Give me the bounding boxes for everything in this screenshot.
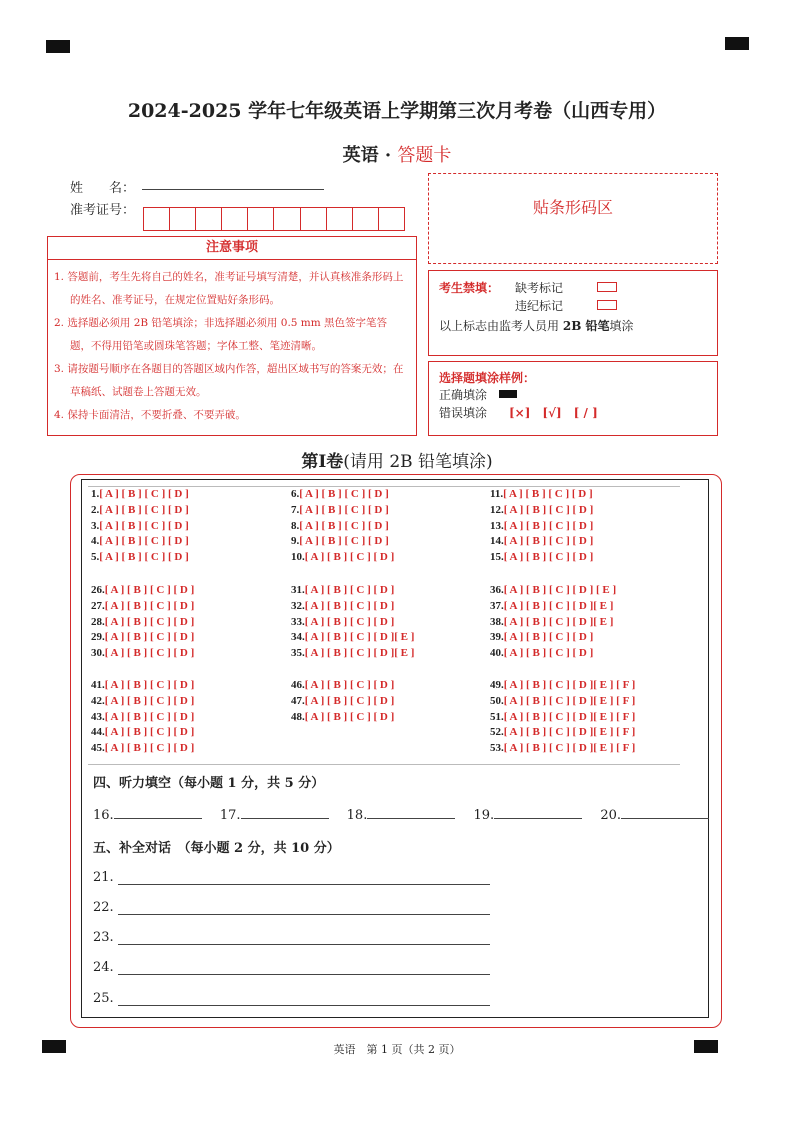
question-number: 28. [91, 615, 105, 628]
answer-blank[interactable] [367, 806, 455, 819]
mc-column [490, 487, 593, 566]
answer-blank[interactable] [241, 806, 329, 819]
mc-question[interactable] [291, 678, 394, 694]
mc-question[interactable] [91, 487, 189, 503]
question-number: 48. [291, 710, 305, 723]
sample-heading: 选择题填涂样例： [439, 371, 536, 385]
question-number: 39. [490, 631, 504, 644]
question-number: 33. [291, 615, 305, 628]
question-number: 38. [490, 615, 504, 628]
mc-question[interactable] [490, 519, 593, 535]
question-number: 3. [91, 519, 100, 532]
mc-column [490, 678, 635, 757]
mc-question[interactable] [291, 550, 394, 566]
question-number: 10. [291, 551, 305, 564]
question-number: 26. [91, 584, 105, 596]
mc-question[interactable] [490, 725, 635, 741]
notice-panel [47, 236, 417, 436]
answer-options[interactable]: [ A ] [ B ] [ C ] [ D ] [104, 599, 195, 612]
examinee-ban-panel [428, 270, 718, 356]
answer-options[interactable]: [ A ] [ B ] [ C ] [ D ] [299, 519, 389, 532]
mc-question[interactable] [91, 694, 194, 710]
question-number: 46. [291, 679, 305, 691]
question-number: 9. [291, 535, 300, 548]
answer-options[interactable]: [ A ] [ B ] [ C ] [ D ] [104, 726, 195, 739]
question-number: 14. [490, 535, 504, 548]
mc-question[interactable] [490, 615, 616, 631]
wrong-fill-label: 错误填涂 [439, 406, 488, 420]
mc-question[interactable] [490, 646, 616, 662]
mc-question[interactable] [91, 583, 194, 599]
answer-options[interactable]: [ A ] [ B ] [ C ] [ D ] [104, 615, 195, 628]
name-field[interactable] [142, 189, 324, 190]
mc-column [291, 583, 414, 662]
mc-question[interactable] [291, 710, 394, 726]
section5-title: 五、补全对话 （每小题 2 分，共 10 分） [93, 841, 340, 856]
answer-options[interactable]: [ A ] [ B ] [ C ] [ D ] [ E ] [503, 584, 617, 596]
answer-options[interactable]: [ A ] [ B ] [ C ] [ D ] [503, 647, 594, 660]
mc-question[interactable] [490, 630, 616, 646]
registration-mark [46, 40, 70, 53]
page-title: 2024-2025 学年七年级英语上学期第三次月考卷（山西专用） [127, 100, 667, 122]
mc-column [91, 678, 194, 757]
mc-question[interactable] [490, 583, 616, 599]
question-number: 45. [91, 742, 105, 755]
mc-question[interactable] [490, 741, 635, 757]
subject-label: 英语 [342, 145, 379, 166]
answer-options[interactable]: [ A ] [ B ] [ C ] [ D ] [99, 503, 189, 516]
question-number: 34. [291, 631, 305, 644]
answer-options[interactable]: [ A ] [ B ] [ C ] [ D ] [503, 488, 593, 500]
answer-options[interactable]: [ A ] [ B ] [ C ] [ D ] [304, 694, 395, 707]
mc-question[interactable] [490, 487, 593, 503]
answer-blank[interactable] [494, 806, 582, 819]
question-number: 43. [91, 710, 105, 723]
wrong-fill-examples: [×] [√] [ / ] [509, 406, 598, 420]
mc-question[interactable] [91, 550, 189, 566]
dialogue-line[interactable]: 25. [93, 991, 490, 1006]
question-number: 35. [291, 647, 305, 660]
violation-mark-box[interactable] [597, 300, 617, 310]
answer-options[interactable]: [ A ] [ B ] [ C ] [ D ][ E ] [ F ] [503, 726, 636, 739]
question-number: 12. [490, 503, 504, 516]
mc-question[interactable] [490, 694, 635, 710]
answer-options[interactable]: [ A ] [ B ] [ C ] [ D ][ E ] [ F ] [503, 679, 636, 691]
question-number: 27. [91, 599, 105, 612]
mc-question[interactable] [91, 534, 189, 550]
answer-options[interactable]: [ A ] [ B ] [ C ] [ D ] [304, 679, 395, 691]
mc-question[interactable] [291, 694, 394, 710]
registration-mark [725, 37, 749, 50]
mc-column [291, 678, 394, 725]
mc-question[interactable] [490, 534, 593, 550]
question-number: 7. [291, 503, 300, 516]
question-number: 49. [490, 679, 504, 691]
question-number: 29. [91, 631, 105, 644]
question-number: 15. [490, 551, 504, 564]
mc-question[interactable] [490, 678, 635, 694]
mc-column [291, 487, 394, 566]
answer-options[interactable]: [ A ] [ B ] [ C ] [ D ] [99, 535, 189, 548]
absent-mark-box[interactable] [597, 282, 617, 292]
mc-question[interactable] [91, 678, 194, 694]
mc-question[interactable] [490, 710, 635, 726]
question-number: 40. [490, 647, 504, 660]
mc-question[interactable] [490, 599, 616, 615]
mc-column [490, 583, 616, 662]
answer-options[interactable]: [ A ] [ B ] [ C ] [ D ][ E ] [503, 599, 614, 612]
answer-blank[interactable] [114, 806, 202, 819]
question-number: 44. [91, 726, 105, 739]
answer-options[interactable]: [ A ] [ B ] [ C ] [ D ] [304, 599, 395, 612]
mc-question[interactable] [91, 599, 194, 615]
mc-question[interactable] [91, 630, 194, 646]
question-number: 51. [490, 710, 504, 723]
mc-question[interactable] [291, 646, 414, 662]
fill-sample-panel [428, 361, 718, 436]
answer-options[interactable]: [ A ] [ B ] [ C ] [ D ] [299, 488, 389, 500]
answer-options[interactable]: [ A ] [ B ] [ C ] [ D ] [503, 503, 594, 516]
question-number: 36. [490, 584, 504, 596]
question-number: 47. [291, 694, 305, 707]
question-number: 8. [291, 519, 300, 532]
subtitle-dot: · [384, 145, 392, 166]
answer-options[interactable]: [ A ] [ B ] [ C ] [ D ] [304, 584, 395, 596]
answer-options[interactable]: [ A ] [ B ] [ C ] [ D ] [99, 551, 189, 564]
question-number: 50. [490, 694, 504, 707]
answer-options[interactable]: [ A ] [ B ] [ C ] [ D ] [304, 551, 395, 564]
answer-options[interactable]: [ A ] [ B ] [ C ] [ D ][ E ] [304, 647, 415, 660]
mc-question[interactable] [91, 646, 194, 662]
exam-id-label: 准考证号： [70, 203, 136, 218]
section4-title: 四、听力填空（每小题 1 分，共 5 分） [93, 776, 325, 791]
answer-options[interactable]: [ A ] [ B ] [ C ] [ D ] [104, 694, 195, 707]
answer-blank[interactable] [621, 806, 709, 819]
answer-options[interactable]: [ A ] [ B ] [ C ] [ D ] [99, 488, 189, 500]
mc-question[interactable] [291, 519, 394, 535]
answer-options[interactable]: [ A ] [ B ] [ C ] [ D ] [304, 710, 395, 723]
violation-mark-label: 违纪标记 [515, 299, 564, 313]
exam-id-boxes[interactable] [143, 207, 405, 231]
question-number: 11. [490, 488, 504, 500]
answer-options[interactable]: [ A ] [ B ] [ C ] [ D ] [99, 519, 189, 532]
mc-question[interactable] [91, 725, 194, 741]
mc-column [91, 583, 194, 662]
question-number: 53. [490, 742, 504, 755]
mc-question[interactable] [291, 487, 394, 503]
name-label: 姓 名： [70, 181, 136, 196]
ban-label: 考生禁填： [439, 281, 500, 295]
question-number: 2. [91, 503, 100, 516]
dialogue-line[interactable]: 24. [93, 960, 490, 975]
mc-question[interactable] [291, 503, 394, 519]
question-number: 13. [490, 519, 504, 532]
dialogue-line[interactable]: 23. [93, 930, 490, 945]
dialogue-line[interactable]: 22. [93, 900, 490, 915]
answer-options[interactable]: [ A ] [ B ] [ C ] [ D ] [503, 535, 594, 548]
answer-options[interactable]: [ A ] [ B ] [ C ] [ D ] [104, 631, 195, 644]
question-number: 30. [91, 647, 105, 660]
answer-options[interactable]: [ A ] [ B ] [ C ] [ D ] [503, 631, 594, 644]
answer-options[interactable]: [ A ] [ B ] [ C ] [ D ] [299, 503, 389, 516]
notice-item: 4. 保持卡面清洁，不要折叠、不要弄破。 [54, 409, 246, 421]
mc-question[interactable] [91, 615, 194, 631]
barcode-area: 贴条形码区 [428, 173, 718, 264]
mc-question[interactable] [291, 599, 414, 615]
notice-item: 1. 答题前，考生先将自己的姓名，准考证号填写清楚，并认真核准条形码上的姓名、准考证号，在规定位置贴好条形码。 [54, 271, 404, 306]
mc-column [91, 487, 189, 566]
answer-options[interactable]: [ A ] [ B ] [ C ] [ D ] [104, 679, 195, 691]
answer-options[interactable]: [ A ] [ B ] [ C ] [ D ][ E ] [ F ] [503, 710, 636, 723]
answer-options[interactable]: [ A ] [ B ] [ C ] [ D ][ E ] [503, 615, 614, 628]
answer-options[interactable]: [ A ] [ B ] [ C ] [ D ] [104, 584, 195, 596]
mc-question[interactable] [291, 583, 414, 599]
question-number: 32. [291, 599, 305, 612]
answer-options[interactable]: [ A ] [ B ] [ C ] [ D ] [503, 551, 594, 564]
question-number: 4. [91, 535, 100, 548]
answer-options[interactable]: [ A ] [ B ] [ C ] [ D ] [304, 615, 395, 628]
question-number: 41. [91, 679, 105, 691]
mc-question[interactable] [91, 710, 194, 726]
mc-question[interactable] [490, 503, 593, 519]
divider [88, 764, 680, 765]
correct-fill-example [499, 390, 517, 398]
mc-question[interactable] [490, 550, 593, 566]
answer-options[interactable]: [ A ] [ B ] [ C ] [ D ] [104, 710, 195, 723]
mc-question[interactable] [91, 519, 189, 535]
dialogue-line[interactable]: 21. [93, 870, 490, 885]
absent-mark-label: 缺考标记 [515, 281, 564, 295]
question-number: 6. [291, 488, 300, 500]
question-number: 52. [490, 726, 504, 739]
answer-options[interactable]: [ A ] [ B ] [ C ] [ D ] [104, 647, 195, 660]
question-number: 5. [91, 551, 100, 564]
notice-item: 2. 选择题必须用 2B 铅笔填涂；非选择题必须用 0.5 mm 黑色签字笔答题，不得用铅笔或圆珠笔答题；字体工整、笔迹清晰。 [54, 317, 388, 352]
question-number: 1. [91, 488, 100, 500]
answer-options[interactable]: [ A ] [ B ] [ C ] [ D ][ E ] [ F ] [503, 694, 636, 707]
answer-options[interactable]: [ A ] [ B ] [ C ] [ D ][ E ] [304, 631, 415, 644]
mc-question[interactable] [291, 630, 414, 646]
page-footer: 英语 第 1 页（共 2 页） [333, 1043, 461, 1056]
listening-blanks: 16. 17. 18. 19. 20. [93, 806, 723, 823]
notice-item: 3. 请按题号顺序在各题目的答题区域内作答，超出区域书写的答案无效；在草稿纸、试题卷上答题无效。 [54, 363, 404, 398]
ban-note: 以上标志由监考人员用 2B 铅笔填涂 [439, 319, 634, 333]
answer-options[interactable]: [ A ] [ B ] [ C ] [ D ] [503, 519, 594, 532]
mc-question[interactable] [91, 503, 189, 519]
correct-fill-label: 正确填涂 [439, 388, 488, 402]
notice-heading: 注意事项 [48, 237, 416, 260]
answer-options[interactable]: [ A ] [ B ] [ C ] [ D ] [104, 742, 195, 755]
card-subtitle [0, 141, 794, 167]
question-number: 37. [490, 599, 504, 612]
mc-question[interactable] [291, 615, 414, 631]
mc-question[interactable] [291, 534, 394, 550]
answer-options[interactable]: [ A ] [ B ] [ C ] [ D ][ E ] [ F ] [503, 742, 636, 755]
answer-options[interactable]: [ A ] [ B ] [ C ] [ D ] [299, 535, 389, 548]
question-number: 42. [91, 694, 105, 707]
mc-question[interactable] [91, 741, 194, 757]
question-number: 31. [291, 584, 305, 596]
card-label: 答题卡 [397, 145, 452, 166]
section1-title: 第Ⅰ卷(请用 2B 铅笔填涂) [301, 452, 493, 472]
